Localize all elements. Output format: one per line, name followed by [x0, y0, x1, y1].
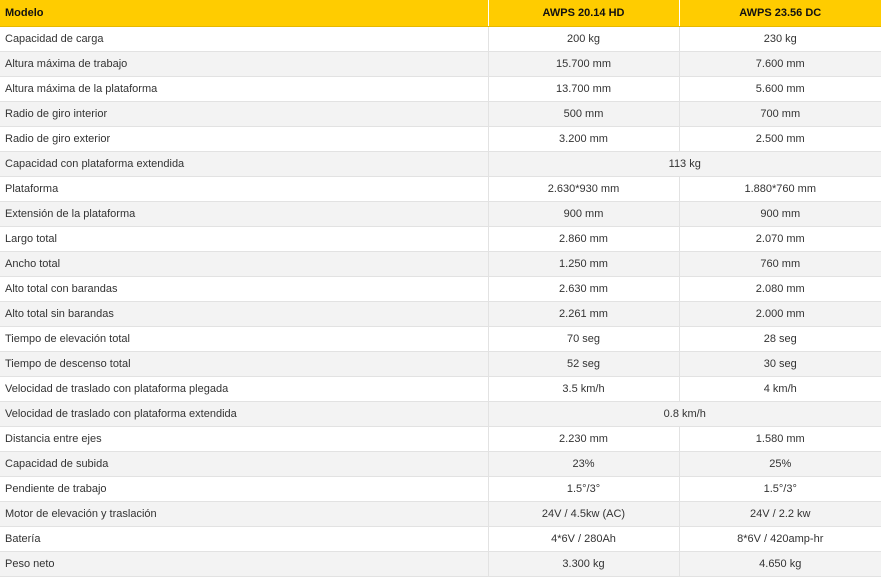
- row-label: Capacidad con plataforma extendida: [0, 152, 488, 177]
- table-row: [0, 27, 881, 52]
- header-model-a: AWPS 20.14 HD: [488, 0, 679, 27]
- row-value-model-a: 2.860 mm: [488, 227, 679, 252]
- table-row: [0, 477, 881, 502]
- table-header: [0, 0, 881, 27]
- row-value-model-b: 2.080 mm: [679, 277, 881, 302]
- row-label: Motor de elevación y traslación: [0, 502, 488, 527]
- row-value-model-a: 500 mm: [488, 102, 679, 127]
- header-label: Modelo: [0, 0, 488, 27]
- row-label: Alto total sin barandas: [0, 302, 488, 327]
- row-label: Altura máxima de la plataforma: [0, 77, 488, 102]
- row-label: Velocidad de traslado con plataforma plegada: [0, 377, 488, 402]
- row-value-model-b: 760 mm: [679, 252, 881, 277]
- table-row: [0, 527, 881, 552]
- table-row: [0, 302, 881, 327]
- row-label: Pendiente de trabajo: [0, 477, 488, 502]
- row-label: Distancia entre ejes: [0, 427, 488, 452]
- row-value-model-a: 2.630 mm: [488, 277, 679, 302]
- row-value-model-b: 28 seg: [679, 327, 881, 352]
- row-value-model-b: 1.880*760 mm: [679, 177, 881, 202]
- row-label: Tiempo de descenso total: [0, 352, 488, 377]
- row-value-model-b: 230 kg: [679, 27, 881, 52]
- row-value-model-a: 2.261 mm: [488, 302, 679, 327]
- row-label: Radio de giro interior: [0, 102, 488, 127]
- row-value-model-a: 900 mm: [488, 202, 679, 227]
- table-row: [0, 352, 881, 377]
- row-value-model-b: 4.650 kg: [679, 552, 881, 577]
- row-label: Radio de giro exterior: [0, 127, 488, 152]
- header-model-b: AWPS 23.56 DC: [679, 0, 881, 27]
- row-value-model-a: 3.5 km/h: [488, 377, 679, 402]
- row-value-shared: 0.8 km/h: [488, 402, 881, 427]
- row-label: Batería: [0, 527, 488, 552]
- row-label: Peso neto: [0, 552, 488, 577]
- row-label: Largo total: [0, 227, 488, 252]
- row-value-model-b: 2.000 mm: [679, 302, 881, 327]
- row-value-model-b: 7.600 mm: [679, 52, 881, 77]
- row-value-shared: 113 kg: [488, 152, 881, 177]
- table-row: [0, 452, 881, 477]
- row-value-model-b: 30 seg: [679, 352, 881, 377]
- row-label: Capacidad de carga: [0, 27, 488, 52]
- header-row: [0, 0, 881, 27]
- row-value-model-a: 2.230 mm: [488, 427, 679, 452]
- row-value-model-a: 70 seg: [488, 327, 679, 352]
- row-value-model-a: 3.200 mm: [488, 127, 679, 152]
- row-value-model-a: 1.5°/3°: [488, 477, 679, 502]
- row-label: Velocidad de traslado con plataforma extendida: [0, 402, 488, 427]
- row-value-model-b: 4 km/h: [679, 377, 881, 402]
- row-value-model-a: 3.300 kg: [488, 552, 679, 577]
- row-value-model-a: 23%: [488, 452, 679, 477]
- table-row: [0, 427, 881, 452]
- table-row: [0, 252, 881, 277]
- row-label: Alto total con barandas: [0, 277, 488, 302]
- row-label: Extensión de la plataforma: [0, 202, 488, 227]
- row-value-model-b: 1.580 mm: [679, 427, 881, 452]
- row-value-model-a: 24V / 4.5kw (AC): [488, 502, 679, 527]
- row-value-model-b: 2.500 mm: [679, 127, 881, 152]
- table-row: [0, 77, 881, 102]
- row-value-model-b: 700 mm: [679, 102, 881, 127]
- row-label: Capacidad de subida: [0, 452, 488, 477]
- row-value-model-b: 24V / 2.2 kw: [679, 502, 881, 527]
- row-value-model-b: 2.070 mm: [679, 227, 881, 252]
- row-label: Plataforma: [0, 177, 488, 202]
- table-row: [0, 227, 881, 252]
- row-value-model-a: 13.700 mm: [488, 77, 679, 102]
- table-row: [0, 202, 881, 227]
- row-value-model-a: 15.700 mm: [488, 52, 679, 77]
- row-label: Altura máxima de trabajo: [0, 52, 488, 77]
- row-value-model-b: 900 mm: [679, 202, 881, 227]
- row-value-model-a: 200 kg: [488, 27, 679, 52]
- row-value-model-a: 2.630*930 mm: [488, 177, 679, 202]
- row-label: Ancho total: [0, 252, 488, 277]
- row-value-model-b: 5.600 mm: [679, 77, 881, 102]
- table-row: [0, 102, 881, 127]
- table-row: [0, 127, 881, 152]
- row-value-model-a: 4*6V / 280Ah: [488, 527, 679, 552]
- table-body: [0, 27, 881, 577]
- row-label: Tiempo de elevación total: [0, 327, 488, 352]
- table-row: [0, 377, 881, 402]
- table-row: [0, 327, 881, 352]
- table-row: [0, 52, 881, 77]
- row-value-model-a: 52 seg: [488, 352, 679, 377]
- table-row: [0, 152, 881, 177]
- table-row: [0, 277, 881, 302]
- table-row: [0, 177, 881, 202]
- row-value-model-a: 1.250 mm: [488, 252, 679, 277]
- row-value-model-b: 8*6V / 420amp-hr: [679, 527, 881, 552]
- table-row: [0, 552, 881, 577]
- row-value-model-b: 1.5°/3°: [679, 477, 881, 502]
- table-row: [0, 402, 881, 427]
- row-value-model-b: 25%: [679, 452, 881, 477]
- table-row: [0, 502, 881, 527]
